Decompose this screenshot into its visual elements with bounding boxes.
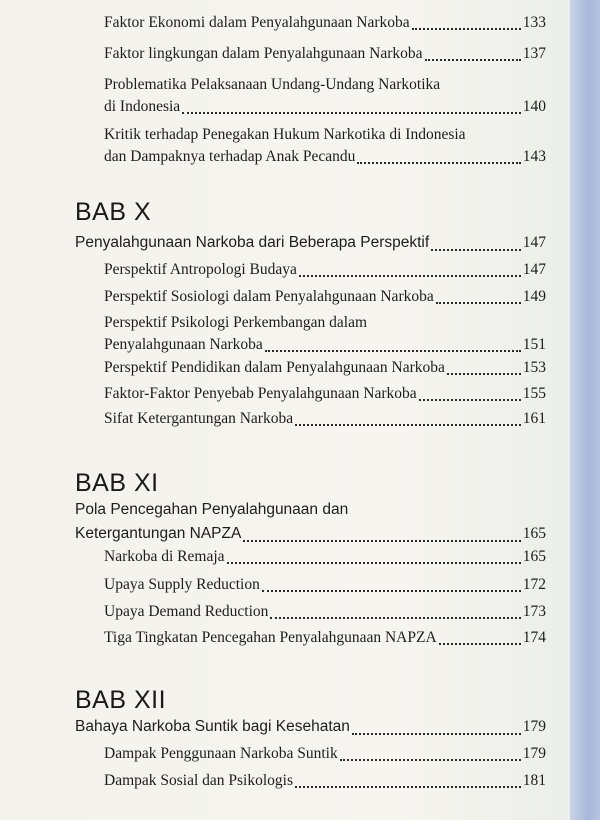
toc-entry[interactable] <box>104 383 546 405</box>
dot-leader <box>419 383 521 401</box>
toc-page-number: 181 <box>522 772 546 789</box>
toc-page-number: 153 <box>522 359 546 376</box>
toc-entry[interactable] <box>104 43 546 65</box>
toc-page-number: 149 <box>522 288 546 305</box>
toc-entry-text: Perspektif Pendidikan dalam Penyalahgunaan Narkoba <box>104 359 445 376</box>
toc-entry[interactable] <box>104 312 546 356</box>
toc-entry-text: Tiga Tingkatan Pencegahan Penyalahgunaan NAPZA <box>104 629 437 646</box>
toc-entry-text: Faktor Ekonomi dalam Penyalahgunaan Narkoba <box>104 14 410 31</box>
toc-entry-text: Penyalahgunaan Narkoba <box>104 336 263 353</box>
toc-entry-text: Perspektif Psikologi Perkembangan dalam <box>104 314 368 331</box>
toc-page-number: 147 <box>522 261 546 278</box>
dot-leader <box>436 286 521 304</box>
dot-leader <box>425 43 521 61</box>
chapter-title-entry[interactable] <box>75 231 546 255</box>
chapter-heading: BAB XI <box>75 469 159 497</box>
toc-entry[interactable] <box>104 124 546 168</box>
dot-leader <box>270 601 520 619</box>
dot-leader <box>299 259 521 277</box>
toc-entry[interactable] <box>104 74 546 118</box>
dot-leader <box>295 408 521 426</box>
toc-page-number: 143 <box>522 148 546 165</box>
dot-leader <box>340 743 521 761</box>
chapter-title-text: Bahaya Narkoba Suntik bagi Kesehatan <box>75 718 350 735</box>
toc-entry[interactable] <box>104 627 546 649</box>
toc-page-number: 165 <box>522 548 546 565</box>
dot-leader <box>265 334 521 352</box>
toc-entry[interactable] <box>104 12 546 34</box>
toc-page-number: 140 <box>522 98 546 115</box>
toc-page-number: 147 <box>522 234 546 251</box>
toc-entry[interactable] <box>104 601 546 623</box>
dot-leader <box>243 524 520 542</box>
toc-entry-text: Narkoba di Remaja <box>104 548 225 565</box>
toc-page-number: 151 <box>522 336 546 353</box>
toc-entry[interactable] <box>104 743 546 765</box>
dot-leader <box>227 546 521 564</box>
dot-leader <box>262 574 521 592</box>
toc-entry-text: Dampak Penggunaan Narkoba Suntik <box>104 745 338 762</box>
toc-entry[interactable] <box>104 574 546 596</box>
toc-entry-text: Sifat Ketergantungan Narkoba <box>104 410 294 427</box>
toc-entry-text: Kritik terhadap Penegakan Hukum Narkotika di Indonesia <box>104 126 466 143</box>
toc-entry-text: Upaya Demand Reduction <box>104 603 269 620</box>
dot-leader <box>352 717 521 735</box>
toc-entry[interactable] <box>104 408 546 430</box>
toc-page-number: 179 <box>522 745 546 762</box>
chapter-title-entry[interactable] <box>75 498 546 546</box>
dot-leader <box>182 96 521 114</box>
chapter-heading: BAB XII <box>75 686 167 714</box>
toc-entry-text: Perspektif Sosiologi dalam Penyalahgunaan Narkoba <box>104 288 434 305</box>
page-edge <box>570 0 600 820</box>
toc-entry-text: dan Dampaknya terhadap Anak Pecandu <box>104 148 356 165</box>
toc-entry[interactable] <box>104 770 546 792</box>
toc-page-number: 174 <box>522 629 546 646</box>
dot-leader <box>295 770 521 788</box>
toc-entry-text: Perspektif Antropologi Budaya <box>104 261 297 278</box>
toc-page-number: 173 <box>522 603 546 620</box>
chapter-title-text: Ketergantungan NAPZA <box>75 525 242 542</box>
dot-leader <box>431 233 521 251</box>
dot-leader <box>412 12 521 30</box>
dot-leader <box>439 627 521 645</box>
toc-page-number: 137 <box>522 45 546 62</box>
toc-entry-text: Faktor lingkungan dalam Penyalahgunaan Narkoba <box>104 45 423 62</box>
toc-page-number: 161 <box>522 410 546 427</box>
dot-leader <box>447 357 521 375</box>
chapter-heading: BAB X <box>75 198 152 226</box>
chapter-title-entry[interactable] <box>75 715 546 739</box>
toc-entry-text: Dampak Sosial dan Psikologis <box>104 772 294 789</box>
toc-entry-text: Upaya Supply Reduction <box>104 576 260 593</box>
toc-entry[interactable] <box>104 259 546 281</box>
chapter-title-text: Pola Pencegahan Penyalahgunaan dan <box>75 501 349 518</box>
toc-entry-text: Problematika Pelaksanaan Undang-Undang Narkotika <box>104 76 441 93</box>
dot-leader <box>357 146 520 164</box>
toc-page-number: 179 <box>522 718 546 735</box>
toc-entry[interactable] <box>104 546 546 568</box>
toc-page-number: 172 <box>522 576 546 593</box>
toc-entry[interactable] <box>104 286 546 308</box>
toc-page-number: 155 <box>522 385 546 402</box>
toc-page-number: 165 <box>522 525 546 542</box>
chapter-title-text: Penyalahgunaan Narkoba dari Beberapa Perspektif <box>75 234 430 251</box>
toc-page-number: 133 <box>522 14 546 31</box>
toc-entry-text: di Indonesia <box>104 98 181 115</box>
toc-entry-text: Faktor-Faktor Penyebab Penyalahgunaan Narkoba <box>104 385 417 402</box>
toc-entry[interactable] <box>104 357 546 379</box>
